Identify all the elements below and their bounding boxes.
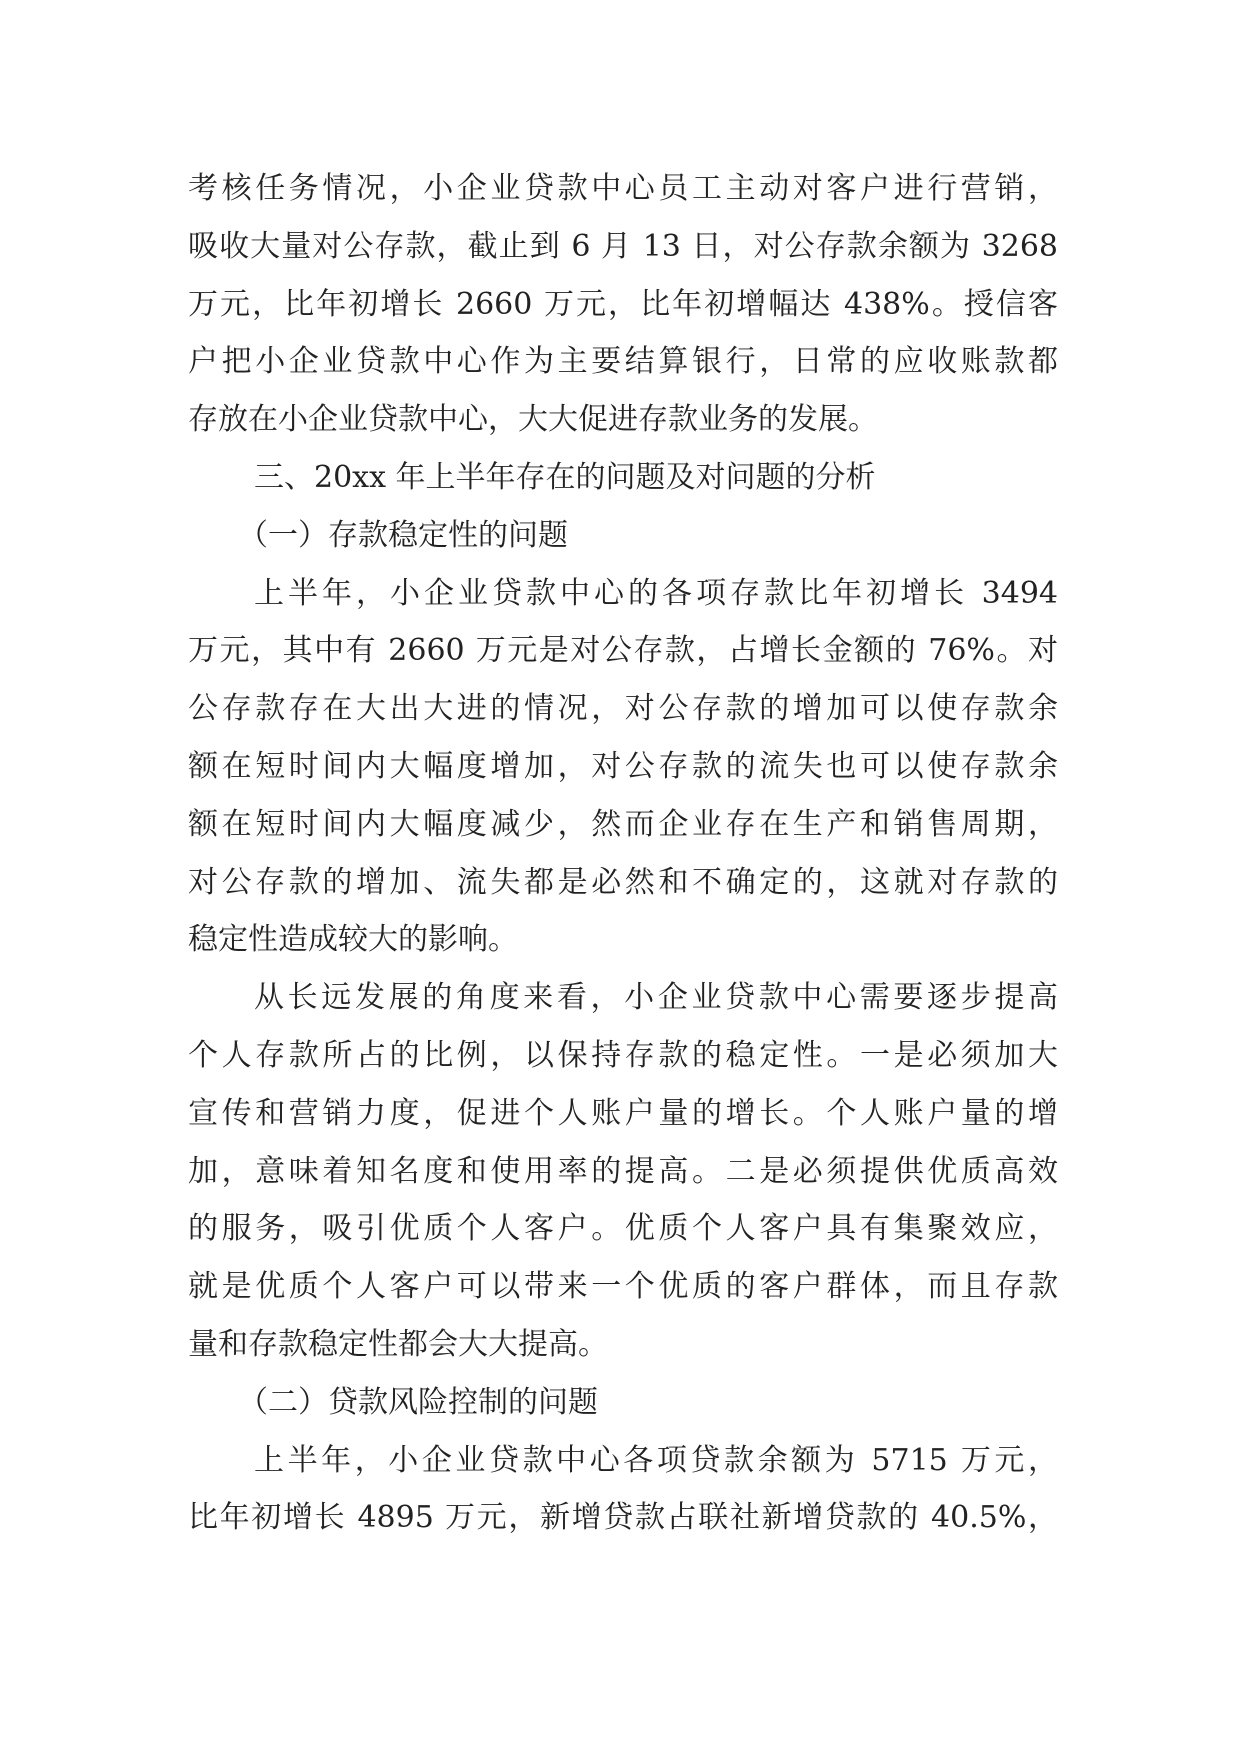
body-text — [188, 160, 1058, 1547]
paragraph-line: 万元，其中有 2660 万元是对公存款，占增长金额的 76%。对 — [188, 633, 1058, 669]
subsection-heading: （二）贷款风险控制的问题 — [238, 1384, 598, 1420]
paragraph-line: 就是优质个人客户可以带来一个优质的客户群体，而且存款 — [188, 1269, 1058, 1305]
section-heading: 三、20xx 年上半年存在的问题及对问题的分析 — [254, 459, 876, 495]
paragraph-line: 考核任务情况，小企业贷款中心员工主动对客户进行营销， — [188, 171, 1058, 206]
paragraph-line: 公存款存在大出大进的情况，对公存款的增加可以使存款余 — [188, 691, 1058, 727]
paragraph-line: 加，意味着知名度和使用率的提高。二是必须提供优质高效 — [188, 1153, 1058, 1189]
paragraph-line: 存放在小企业贷款中心，大大促进存款业务的发展。 — [188, 402, 878, 438]
paragraph-line: 宣传和营销力度，促进个人账户量的增长。个人账户量的增 — [188, 1095, 1058, 1131]
paragraph-line: 个人存款所占的比例，以保持存款的稳定性。一是必须加大 — [188, 1037, 1058, 1073]
paragraph-line: 对公存款的增加、流失都是必然和不确定的，这就对存款的 — [188, 864, 1058, 900]
paragraph-line: 的服务，吸引优质个人客户。优质个人客户具有集聚效应， — [188, 1211, 1058, 1247]
paragraph-line: 上半年，小企业贷款中心的各项存款比年初增长 3494 — [254, 575, 1058, 611]
paragraph-line: 比年初增长 4895 万元，新增贷款占联社新增贷款的 40.5%， — [188, 1500, 1058, 1536]
paragraph-line: 万元，比年初增长 2660 万元，比年初增幅达 438%。授信客 — [188, 286, 1058, 322]
paragraph-line: 稳定性造成较大的影响。 — [188, 922, 518, 958]
paragraph-line: 额在短时间内大幅度减少，然而企业存在生产和销售周期， — [188, 806, 1058, 842]
paragraph-line: 从长远发展的角度来看，小企业贷款中心需要逐步提高 — [254, 980, 1058, 1016]
paragraph-line: 吸收大量对公存款，截止到 6 月 13 日，对公存款余额为 3268 — [188, 228, 1058, 264]
paragraph-line: 上半年，小企业贷款中心各项贷款余额为 5715 万元， — [254, 1442, 1058, 1478]
subsection-heading: （一）存款稳定性的问题 — [238, 517, 568, 553]
paragraph-line: 户把小企业贷款中心作为主要结算银行，日常的应收账款都 — [188, 344, 1058, 380]
paragraph-line: 额在短时间内大幅度增加，对公存款的流失也可以使存款余 — [188, 748, 1058, 784]
paragraph-line: 量和存款稳定性都会大大提高。 — [188, 1326, 608, 1362]
